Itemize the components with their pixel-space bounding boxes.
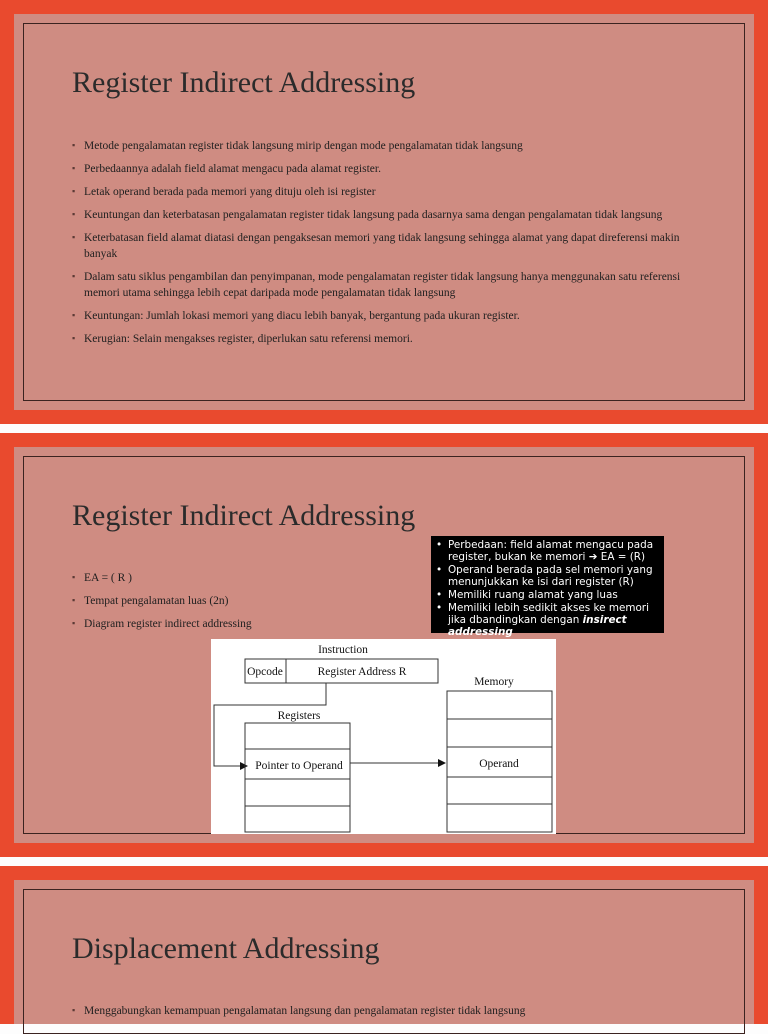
register-address-label: Register Address R [317, 666, 407, 678]
slide-1-bullet: ▪ Kerugian: Selain mengakses register, diperlukan satu referensi memori. [72, 331, 692, 347]
slide-1-bullet: ▪ Letak operand berada pada memori yang dituju oleh isi register [72, 184, 692, 200]
slide-1-bullet: ▪ Keuntungan: Jumlah lokasi memori yang diacu lebih banyak, bergantung pada ukuran register. [72, 308, 692, 324]
registers-block [245, 723, 350, 832]
slide-2-title: Register Indirect Addressing [72, 499, 416, 532]
slide-2-bullet: ▪ Tempat pengalamatan luas (2n) [72, 593, 372, 609]
slide-1-bullet: ▪ Keterbatasan field alamat diatasi dengan pengaksesan memori yang tidak langsung sehingga alamat yang dapat direferensi makin banyak [72, 230, 692, 262]
comparison-note-item: • Operand berada pada sel memori yang menunjukkan ke isi dari register (R) [435, 564, 660, 588]
slide-3-bullets [72, 1003, 692, 1026]
slide-3-title: Displacement Addressing [72, 932, 380, 965]
comparison-note-text: Memiliki lebih sedikit akses ke memori jika dbandingkan dengan [448, 602, 649, 626]
comparison-note-box [431, 536, 664, 638]
slide-2-bullet: ▪ EA = ( R ) [72, 570, 372, 586]
instruction-label: Instruction [318, 644, 368, 656]
register-indirect-diagram [211, 639, 556, 834]
slide-2-bullet: ▪ Diagram register indirect addressing [72, 616, 372, 632]
slide-1-bullet: ▪ Perbedaannya adalah field alamat mengacu pada alamat register. [72, 161, 692, 177]
slide-3-bullet: ▪ Menggabungkan kemampuan pengalamatan langsung dan pengalamatan register tidak langsung [72, 1003, 692, 1019]
comparison-note-emphasis: insirect addressing [448, 614, 627, 638]
register-select-arrow [214, 683, 326, 766]
diagram-svg [211, 639, 556, 834]
slide-1 [0, 0, 768, 424]
slide-1-bullet: ▪ Dalam satu siklus pengambilan dan penyimpanan, mode pengalamatan register tidak langsung hanya menggunakan satu referensi memori utama sehingga lebih cepat daripada mode pengalamatan tidak langsung [72, 269, 692, 301]
operand-label: Operand [479, 758, 519, 770]
opcode-label: Opcode [247, 666, 283, 678]
comparison-note-item: • Perbedaan: field alamat mengacu pada register, bukan ke memori ➔ EA = (R) [435, 539, 660, 563]
pointer-label: Pointer to Operand [255, 760, 343, 772]
memory-label: Memory [474, 676, 514, 688]
slide-2-bullets [72, 570, 372, 639]
slide-3 [0, 866, 768, 1024]
slide-1-bullet: ▪ Metode pengalamatan register tidak langsung mirip dengan mode pengalamatan tidak langsung [72, 138, 692, 154]
comparison-note-item [435, 602, 660, 638]
slide-1-title: Register Indirect Addressing [72, 66, 416, 99]
slide-1-bullets [72, 138, 692, 354]
comparison-note-item: • Memiliki ruang alamat yang luas [435, 589, 660, 601]
registers-label: Registers [277, 710, 321, 722]
slide-1-bullet: ▪ Keuntungan dan keterbatasan pengalamatan register tidak langsung pada dasarnya sama dengan pengalamatan tidak langsung [72, 207, 692, 223]
slide-2 [0, 433, 768, 857]
